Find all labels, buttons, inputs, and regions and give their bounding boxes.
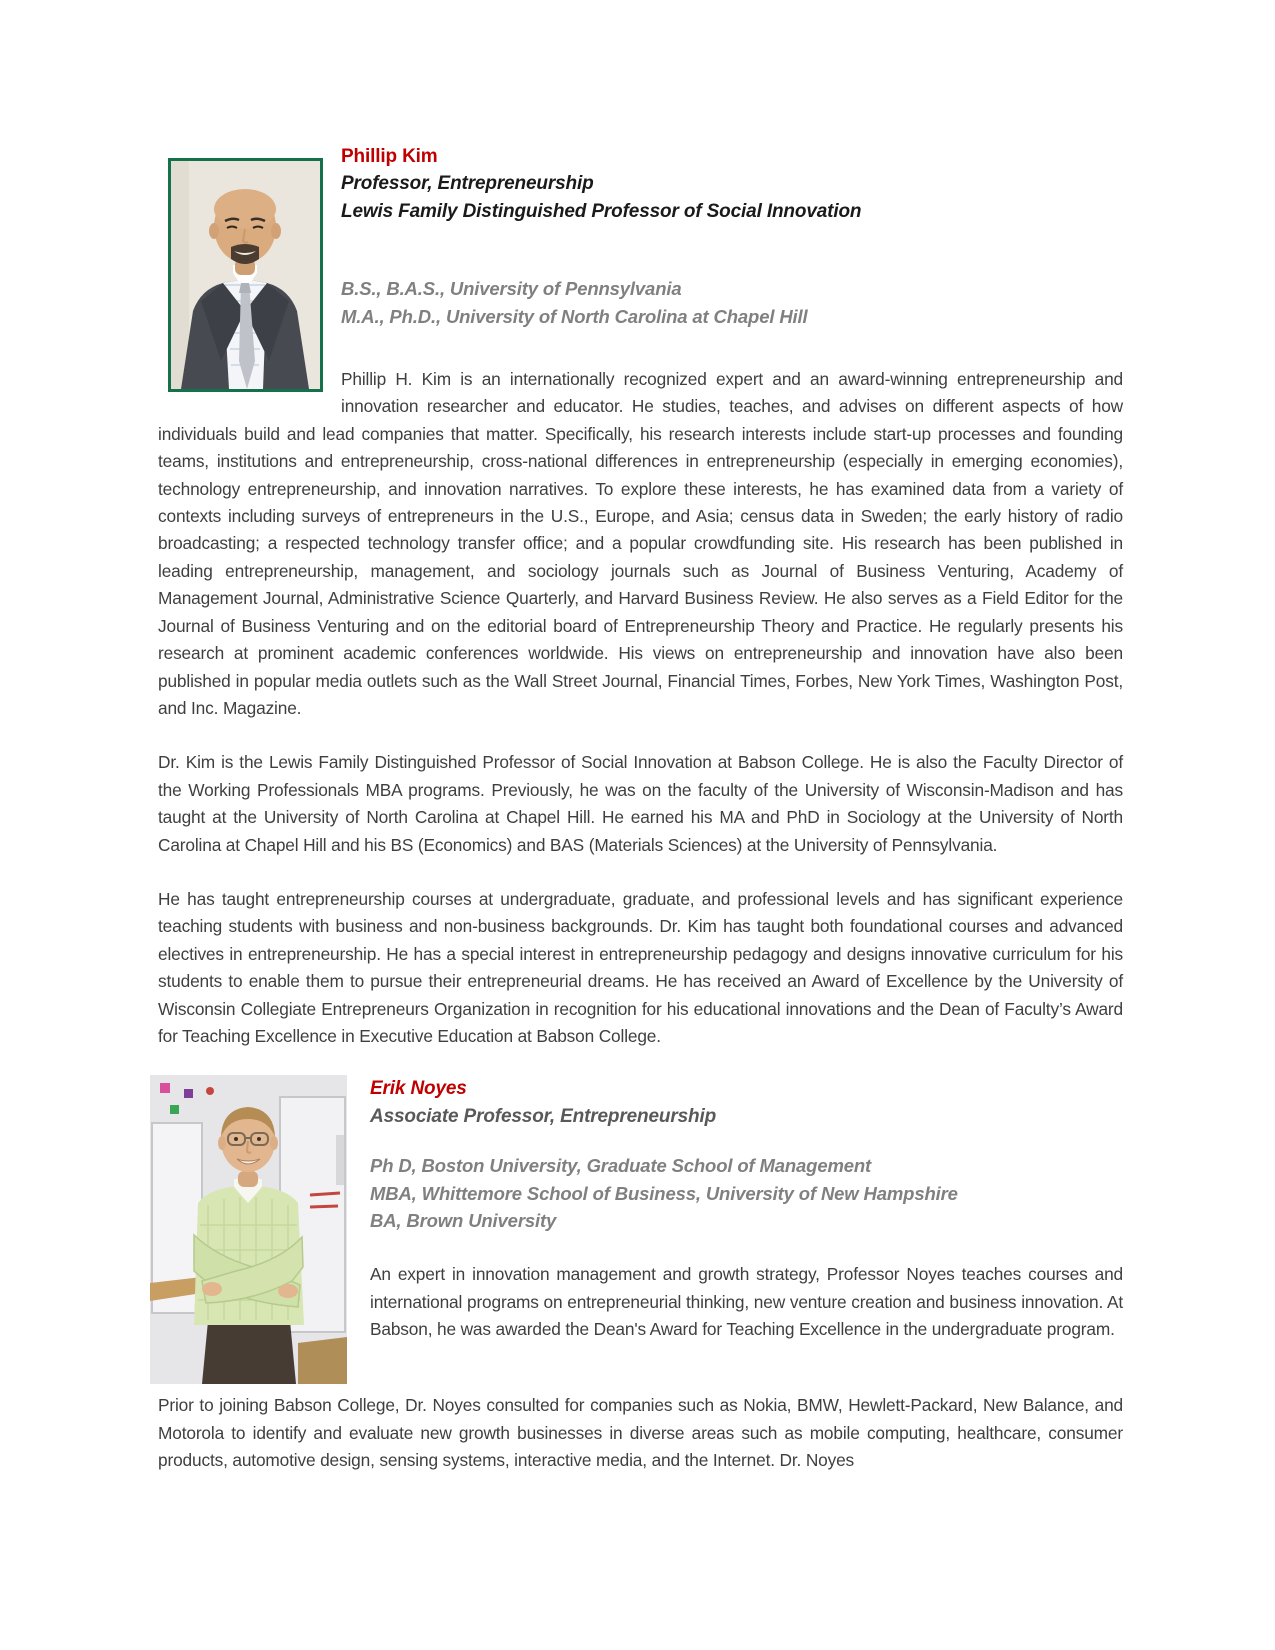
degree-item: B.S., B.A.S., University of Pennsylvania [341, 278, 682, 300]
bio-paragraph: He has taught entrepreneurship courses at undergraduate, graduate, and professional levels and has significant experience teaching students with business and non-business backgrounds. Dr. Kim has taught both foundational courses and advanced electives in entrepreneurship. He has a special interest in entrepreneurship pedagogy and designs innovative curriculum for his students to enable them to pursue their entrepreneurial dreams. He has received an Award of Excellence by the University of Wisconsin Collegiate Entrepreneurs Organization in recognition for his educational innovations and the Dean of Faculty’s Award for Teaching Excellence in Executive Education at Babson College. [158, 888, 1123, 1046]
bio-section-phillip-kim [158, 143, 1123, 1050]
photo-phillip-kim [168, 158, 323, 392]
photo-erik-noyes [150, 1075, 347, 1384]
faculty-title: Professor, Entrepreneurship [341, 173, 594, 195]
faculty-name: Phillip Kim [341, 146, 438, 167]
degree-item: MBA, Whittemore School of Business, University of New Hampshire [370, 1182, 958, 1204]
portrait-erik-noyes-illustration [150, 1075, 347, 1384]
degree-item: M.A., Ph.D., University of North Carolina at Chapel Hill [341, 305, 808, 327]
faculty-name: Erik Noyes [370, 1078, 467, 1100]
faculty-title-secondary: Lewis Family Distinguished Professor of Social Innovation [341, 200, 862, 222]
bio-paragraph: Prior to joining Babson College, Dr. Noyes consulted for companies such as Nokia, BMW, Hewlett-Packard, New Balance, and Motorola to identify and evaluate new growth businesses in diverse areas such as mobile computing, healthcare, consumer products, automotive design, sensing systems, interactive media, and the Internet. Dr. Noyes [158, 1395, 1123, 1471]
faculty-title: Associate Professor, Entrepreneurship [370, 1105, 717, 1127]
bio-paragraph: Dr. Kim is the Lewis Family Distinguished Professor of Social Innovation at Babson College. He is also the Faculty Director of the Working Professionals MBA programs. Previously, he was on the faculty of the University of Wisconsin-Madison and has taught at the University of North Carolina at Chapel Hill. He earned his MA and PhD in Sociology at the University of North Carolina at Chapel Hill and his BS (Economics) and BAS (Materials Sciences) at the University of Pennsylvania. [158, 752, 1123, 855]
bio-paragraph: An expert in innovation management and growth strategy, Professor Noyes teaches courses and international programs on entrepreneurial thinking, new venture creation and business innovation. At Babson, he was awarded the Dean's Award for Teaching Excellence in the undergraduate program. [370, 1264, 1123, 1340]
bio-paragraph: Phillip H. Kim is an internationally recognized expert and an award-winning entrepreneurship and innovation researcher and educator. He studies, teaches, and advises on different aspects of how individuals build and lead companies that matter. Specifically, his research interests include start-up processes and founding teams, institutions and entrepreneurship, cross-national differences in entrepreneurship (especially in emerging economies), technology entrepreneurship, and innovation narratives. To explore these interests, he has examined data from a variety of contexts including surveys of entrepreneurs in the U.S., Europe, and Asia; census data in Sweden; the early history of radio broadcasting; a respected technology transfer office; and a popular crowdfunding site. His research has been published in leading entrepreneurship, management, and sociology journals such as Journal of Business Venturing, Academy of Management Journal, Administrative Science Quarterly, and Harvard Business Review. He also serves as a Field Editor for the Journal of Business Venturing and on the editorial board of Entrepreneurship Theory and Practice. He regularly presents his research at prominent academic conferences worldwide. His views on entrepreneurship and innovation have also been published in popular media outlets such as the Wall Street Journal, Financial Times, Forbes, New York Times, Washington Post, and Inc. Magazine. [158, 369, 1123, 718]
degree-item: BA, Brown University [370, 1210, 557, 1231]
bio-section-erik-noyes [158, 1075, 1123, 1474]
degree-item: Ph D, Boston University, Graduate School of Management [370, 1155, 872, 1177]
portrait-phillip-kim-illustration [171, 161, 320, 389]
